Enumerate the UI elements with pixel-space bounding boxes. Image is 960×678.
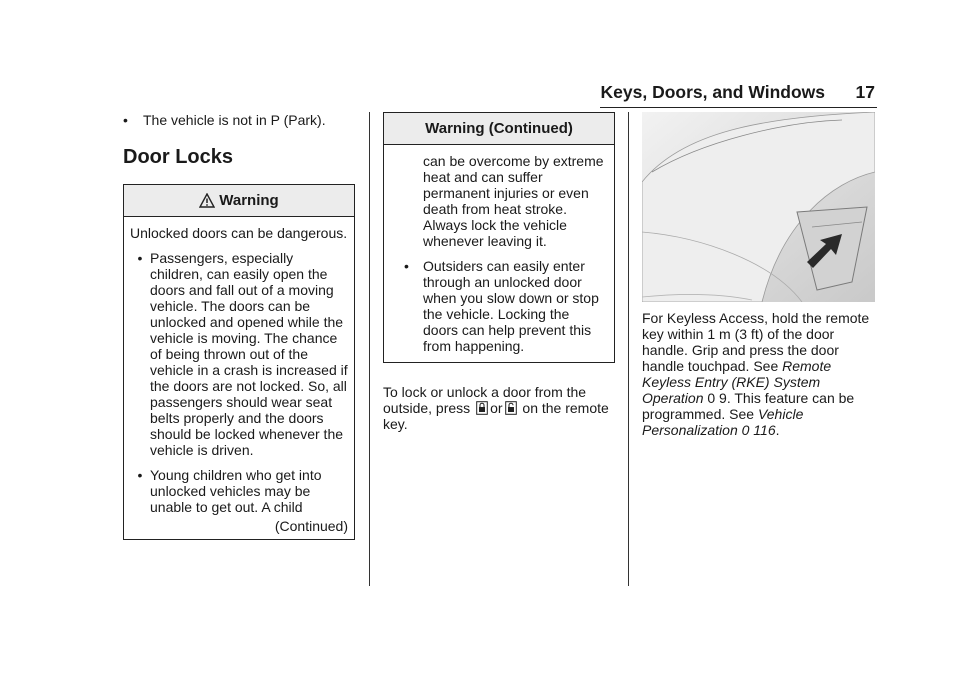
- door-handle-illustration: [642, 112, 875, 302]
- warning-item: • Passengers, especially children, can easily open the doors and fall out of a moving vehicle. The doors can be unlocked and opened while the vehicle is moving. The chance of being thrown out of the vehicle in a crash is increased if the doors are not locked. So, all passengers should wear seat belts properly and the doors should be locked whenever the vehicle is driven.: [137, 250, 348, 458]
- section-heading: Door Locks: [123, 146, 234, 168]
- warning-icon: [199, 193, 215, 209]
- column-divider-1: [369, 112, 370, 586]
- unlock-icon: [505, 401, 517, 415]
- column-3: [642, 112, 875, 438]
- keyless-access-text: For Keyless Access, hold the remote key within 1 m (3 ft) of the door handle. Grip and press the door handle touchpad. See Remote Keyless Entry (RKE) System Operation 0 9. This feature can be programmed. See Vehicle Personalization 0 116.: [642, 310, 870, 438]
- page-number: 17: [855, 82, 875, 102]
- section-title: Keys, Doors, and Windows: [600, 82, 825, 102]
- warning-body: [124, 217, 354, 539]
- xref-personalization-link[interactable]: Vehicle Personalization: [642, 406, 804, 438]
- warning-item: • Outsiders can easily enter through an unlocked door when you slow down or stop the vehicle. Locking the doors can help prevent this from happening.: [390, 258, 608, 354]
- bullet-text: The vehicle is not in P (Park).: [143, 112, 326, 128]
- continued-label: (Continued): [274, 518, 348, 534]
- warning-intro: Unlocked doors can be dangerous.: [130, 225, 348, 241]
- warning-item-text: Young children who get into unlocked vehicles may be unable to get out. A child: [150, 467, 322, 515]
- warning-continued-text: can be overcome by extreme heat and can suffer permanent injuries or even death from heat stroke. Always lock the vehicle whenever leaving it.: [423, 153, 604, 249]
- page-ref: 0 116: [741, 422, 776, 438]
- warning-title-bar: [384, 113, 614, 145]
- page-header: [600, 80, 877, 108]
- page-ref: 0 9: [707, 390, 727, 406]
- warning-title: Warning (Continued): [425, 120, 573, 137]
- warning-item-text: Outsiders can easily enter through an unlocked door when you slow down or stop the vehicle. Locking the doors can help prevent this from happening.: [423, 258, 599, 354]
- header-rule: [600, 107, 877, 108]
- column-1: [123, 112, 355, 540]
- warning-box-continued: [383, 112, 615, 363]
- warning-box: [123, 184, 355, 540]
- warning-item: • Young children who get into unlocked vehicles may be unable to get out. A child: [130, 467, 348, 515]
- xref-rke-link[interactable]: Remote Keyless Entry (RKE) System Operation: [642, 358, 832, 406]
- column-divider-2: [628, 112, 629, 586]
- bullet-item: • The vehicle is not in P (Park).: [123, 112, 355, 128]
- warning-body: [384, 145, 614, 362]
- warning-title: Warning: [219, 192, 279, 209]
- warning-item-text: Passengers, especially children, can easily open the doors and fall out of a moving vehicle. The doors can be unlocked and opened while the vehicle is moving. The chance of being thrown out of the vehicle in a crash is increased if the doors are not locked. So, all passengers should wear seat belts properly and the doors should be locked whenever the vehicle is driven.: [150, 250, 348, 458]
- lock-instructions: To lock or unlock a door from the outside, press or on the remote key.: [383, 384, 609, 432]
- lock-icon: [476, 401, 488, 415]
- warning-title-bar: [124, 185, 354, 217]
- column-2: [383, 112, 615, 432]
